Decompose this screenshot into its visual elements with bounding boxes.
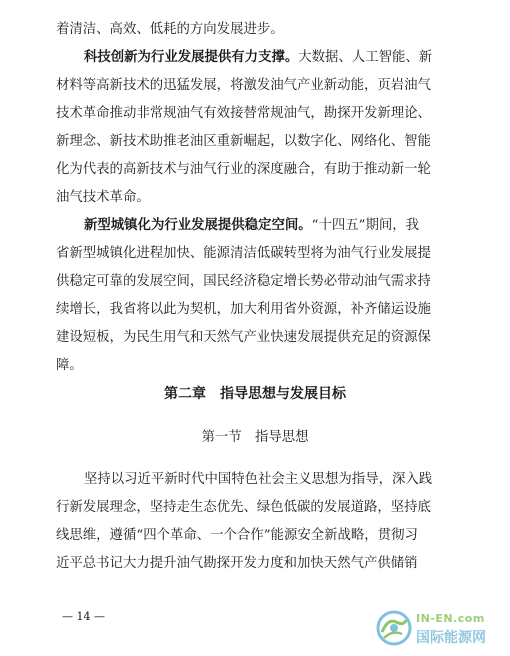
paragraph-line: 坚持以习近平新时代中国特色社会主义思想为指导，深入践 bbox=[84, 472, 433, 487]
paragraph-line bbox=[84, 48, 456, 68]
paragraph-line: 障。 bbox=[56, 358, 83, 373]
paragraph-line: 技术革命推动非常规油气有效接替常规油气，勘探开发新理论、 bbox=[56, 106, 431, 121]
paragraph-line: 建设短板，为民生用气和天然气产业快速发展提供充足的资源保 bbox=[56, 330, 431, 345]
paragraph-text: “十四五”期间，我 bbox=[311, 218, 420, 233]
section-heading: 第一节 指导思想 bbox=[201, 430, 309, 445]
bold-lead-phrase: 科技创新为行业发展提供有力支撑。 bbox=[84, 50, 299, 65]
globe-logo-icon bbox=[376, 610, 412, 646]
paragraph-text: 大数据、人工智能、新 bbox=[298, 50, 433, 65]
paragraph-line: 化为代表的高新技术与油气行业的深度融合，有助于推动新一轮 bbox=[56, 162, 431, 177]
paragraph-line: 续增长，我省将以此为契机，加大利用省外资源，补齐储运设施 bbox=[56, 302, 431, 317]
paragraph-line bbox=[84, 216, 456, 236]
paragraph-line: 线思维，遵循“四个革命、一个合作”能源安全新战略，贯彻习 bbox=[56, 528, 418, 543]
bold-lead-phrase: 新型城镇化为行业发展提供稳定空间。 bbox=[84, 218, 312, 233]
paragraph-line: 着清洁、高效、低耗的方向发展进步。 bbox=[56, 22, 284, 37]
paragraph-line: 近平总书记大力提升油气勘探开发力度和加快天然气产供储销 bbox=[56, 556, 418, 571]
paragraph-line: 新理念、新技术助推老油区重新崛起，以数字化、网络化、智能 bbox=[56, 134, 431, 149]
paragraph-line: 行新发展理念，坚持走生态优先、绿色低碳的发展道路，坚持底 bbox=[56, 500, 431, 515]
chapter-heading: 第二章 指导思想与发展目标 bbox=[164, 386, 346, 402]
paragraph-line: 材料等高新技术的迅猛发展，将激发油气产业新动能，页岩油气 bbox=[56, 78, 431, 93]
paragraph-line: 省新型城镇化进程加快、能源清洁低碳转型将为油气行业发展提 bbox=[56, 246, 431, 261]
paragraph-line: 油气技术革命。 bbox=[56, 190, 150, 205]
paragraph-line: 供稳定可靠的发展空间，国民经济稳定增长势必带动油气需求持 bbox=[56, 274, 431, 289]
watermark-name: 国际能源网 bbox=[416, 630, 486, 646]
watermark bbox=[376, 608, 504, 650]
watermark-url: IN-EN.com bbox=[416, 612, 485, 625]
page-number: — 14 — bbox=[62, 610, 105, 623]
